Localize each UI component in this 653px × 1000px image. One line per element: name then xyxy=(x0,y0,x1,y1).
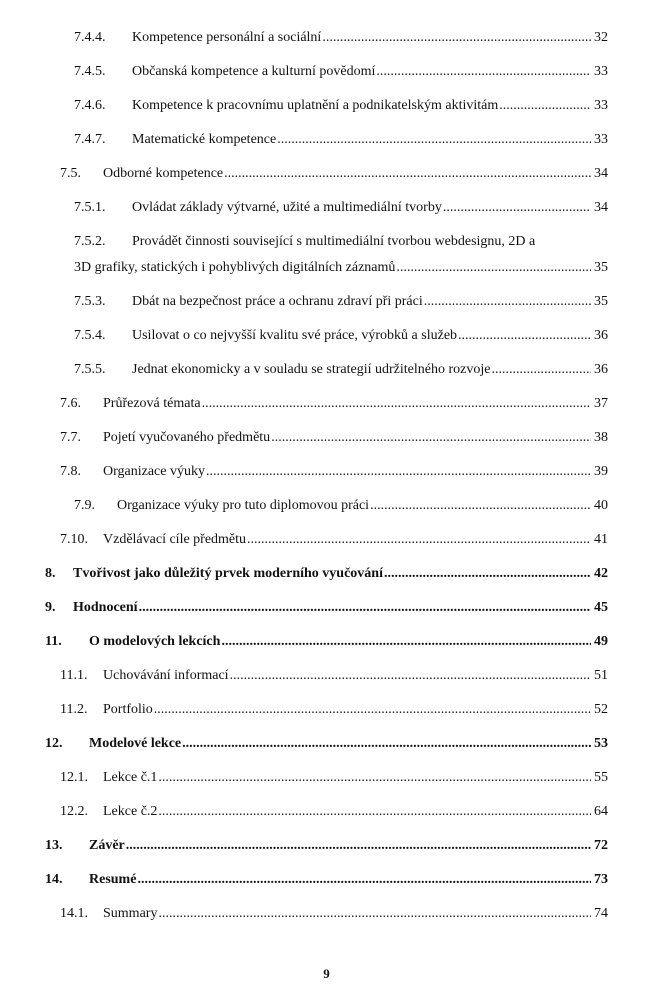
toc-entry-number: 7.5.4. xyxy=(74,328,106,343)
toc-entry[interactable] xyxy=(0,130,653,156)
toc-entry-number: 7.5.2. xyxy=(74,234,106,249)
toc-entry-page: 73 xyxy=(594,872,608,887)
dot-leader xyxy=(370,496,591,516)
toc-entry-title: Závěr xyxy=(89,838,125,853)
toc-entry-number: 7.6. xyxy=(60,396,81,411)
toc-entry[interactable] xyxy=(0,326,653,352)
toc-entry[interactable] xyxy=(0,564,653,590)
toc-entry[interactable] xyxy=(0,904,653,930)
toc-entry-page: 36 xyxy=(594,362,608,377)
toc-entry-title: Hodnocení xyxy=(73,600,138,615)
toc-entry-title: Ovládat základy výtvarné, užité a multimediální tvorby xyxy=(132,200,442,215)
toc-entry-title: Organizace výuky pro tuto diplomovou práci xyxy=(117,498,370,513)
page-number: 9 xyxy=(323,966,330,981)
toc-entry-number: 7.8. xyxy=(60,464,81,479)
toc-entry-page: 32 xyxy=(594,30,608,45)
toc-entry-page: 37 xyxy=(594,396,608,411)
toc-entry-page: 64 xyxy=(594,804,608,819)
dot-leader xyxy=(126,836,591,856)
toc-entry-number: 11.1. xyxy=(60,668,88,683)
toc-entry-title: Portfolio xyxy=(103,702,153,717)
dot-leader xyxy=(491,360,591,380)
dot-leader xyxy=(224,164,591,184)
toc-entry-number: 7.9. xyxy=(74,498,95,513)
dot-leader xyxy=(376,62,591,82)
dot-leader xyxy=(182,734,591,754)
toc-entry[interactable] xyxy=(0,666,653,692)
dot-leader xyxy=(206,462,591,482)
toc-entry-page: 40 xyxy=(594,498,608,513)
toc-entry[interactable] xyxy=(0,96,653,122)
toc-entry[interactable] xyxy=(0,360,653,386)
toc-entry[interactable] xyxy=(0,394,653,420)
toc-entry-title: Tvořivost jako důležitý prvek moderního vyučování xyxy=(73,566,383,581)
toc-entry-page: 49 xyxy=(594,634,608,649)
toc-entry-page: 51 xyxy=(594,668,608,683)
toc-entry-number: 14. xyxy=(45,872,63,887)
dot-leader xyxy=(443,198,591,218)
toc-entry-page: 41 xyxy=(594,532,608,547)
dot-leader xyxy=(458,326,591,346)
toc-entry-title: Vzdělávací cíle předmětu xyxy=(103,532,247,547)
toc-entry-title-line: Provádět činnosti související s multimediální tvorbou webdesignu, 2D a xyxy=(132,234,536,249)
toc-entry[interactable] xyxy=(0,428,653,454)
toc-entry-number: 7.4.4. xyxy=(74,30,106,45)
toc-entry-title: Summary xyxy=(103,906,158,921)
toc-entry-title: Jednat ekonomicky a v souladu se strategií udržitelného rozvoje xyxy=(132,362,491,377)
toc-entry-title: Dbát na bezpečnost práce a ochranu zdraví při práci xyxy=(132,294,423,309)
toc-entry-number: 11. xyxy=(45,634,62,649)
toc-entry-title: Lekce č.2 xyxy=(103,804,158,819)
toc-entry[interactable] xyxy=(0,836,653,862)
toc-entry-title: Průřezová témata xyxy=(103,396,201,411)
toc-entry[interactable] xyxy=(0,734,653,760)
toc-entry-title: Občanská kompetence a kulturní povědomí xyxy=(132,64,376,79)
toc-entry-title: 3D grafiky, statických i pohyblivých digitálních záznamů xyxy=(74,260,396,275)
toc-entry-title: Uchovávání informací xyxy=(103,668,229,683)
toc-entry-number: 11.2. xyxy=(60,702,88,717)
dot-leader xyxy=(424,292,591,312)
toc-entry-number: 9. xyxy=(45,600,56,615)
toc-entry[interactable] xyxy=(0,462,653,488)
toc-entry-page: 74 xyxy=(594,906,608,921)
toc-entry-number: 7.10. xyxy=(60,532,88,547)
dot-leader xyxy=(271,428,591,448)
dot-leader xyxy=(158,802,591,822)
toc-entry-title: Resumé xyxy=(89,872,137,887)
toc-entry-page: 34 xyxy=(594,200,608,215)
toc-entry-number: 7.5.3. xyxy=(74,294,106,309)
toc-entry-number: 8. xyxy=(45,566,56,581)
dot-leader xyxy=(221,632,591,652)
dot-leader xyxy=(158,768,591,788)
toc-entry-page: 55 xyxy=(594,770,608,785)
dot-leader xyxy=(322,28,591,48)
toc-entry[interactable] xyxy=(0,198,653,224)
toc-entry[interactable] xyxy=(0,870,653,896)
toc-entry[interactable] xyxy=(0,768,653,794)
toc-entry-number: 12.2. xyxy=(60,804,88,819)
toc-entry-page: 33 xyxy=(594,132,608,147)
toc-entry[interactable] xyxy=(0,28,653,54)
toc-entry-title: Modelové lekce xyxy=(89,736,182,751)
toc-entry-title: Lekce č.1 xyxy=(103,770,158,785)
dot-leader xyxy=(247,530,591,550)
dot-leader xyxy=(137,870,591,890)
dot-leader xyxy=(396,258,591,278)
toc-entry[interactable] xyxy=(0,700,653,726)
toc-entry-page: 39 xyxy=(594,464,608,479)
toc-entry-page: 53 xyxy=(594,736,608,751)
toc-entry-page: 52 xyxy=(594,702,608,717)
toc-entry-title: O modelových lekcích xyxy=(89,634,221,649)
toc-entry[interactable] xyxy=(0,802,653,828)
dot-leader xyxy=(154,700,591,720)
dot-leader xyxy=(158,904,591,924)
toc-entry-page: 35 xyxy=(594,260,608,275)
toc-entry-page: 45 xyxy=(594,600,608,615)
toc-entry[interactable] xyxy=(0,496,653,522)
toc-entry-title: Organizace výuky xyxy=(103,464,205,479)
toc-entry-title: Matematické kompetence xyxy=(132,132,277,147)
toc-entry-number: 7.4.5. xyxy=(74,64,106,79)
toc-entry-page: 72 xyxy=(594,838,608,853)
toc-entry-page: 42 xyxy=(594,566,608,581)
dot-leader xyxy=(384,564,591,584)
toc-entry-page: 34 xyxy=(594,166,608,181)
toc-entry-number: 7.5.1. xyxy=(74,200,106,215)
toc-entry-number: 13. xyxy=(45,838,63,853)
dot-leader xyxy=(499,96,591,116)
toc-entry-page: 33 xyxy=(594,64,608,79)
toc-entry-page: 35 xyxy=(594,294,608,309)
toc-entry-number: 7.7. xyxy=(60,430,81,445)
toc-entry-number: 7.4.6. xyxy=(74,98,106,113)
toc-entry[interactable] xyxy=(0,232,653,278)
toc-entry-page: 36 xyxy=(594,328,608,343)
dot-leader xyxy=(230,666,591,686)
toc-entry-number: 12.1. xyxy=(60,770,88,785)
dot-leader xyxy=(277,130,591,150)
toc-entry-number: 7.5.5. xyxy=(74,362,106,377)
toc-entry[interactable] xyxy=(0,62,653,88)
toc-entry-number: 7.4.7. xyxy=(74,132,106,147)
toc-entry-page: 33 xyxy=(594,98,608,113)
dot-leader xyxy=(139,598,591,618)
toc-entry[interactable] xyxy=(0,292,653,318)
toc-entry[interactable] xyxy=(0,530,653,556)
toc-entry-title: Odborné kompetence xyxy=(103,166,224,181)
toc-entry[interactable] xyxy=(0,598,653,624)
toc-entry-number: 14.1. xyxy=(60,906,88,921)
toc-entry-number: 7.5. xyxy=(60,166,81,181)
toc-entry-page: 38 xyxy=(594,430,608,445)
toc-entry-title: Usilovat o co nejvyšší kvalitu své práce, výrobků a služeb xyxy=(132,328,458,343)
toc-entry-title: Kompetence k pracovnímu uplatnění a podnikatelským aktivitám xyxy=(132,98,499,113)
toc-entry[interactable] xyxy=(0,164,653,190)
dot-leader xyxy=(202,394,591,414)
toc-entry-title: Kompetence personální a sociální xyxy=(132,30,322,45)
toc-entry-number: 12. xyxy=(45,736,63,751)
toc-entry-title: Pojetí vyučovaného předmětu xyxy=(103,430,271,445)
toc-entry[interactable] xyxy=(0,632,653,658)
